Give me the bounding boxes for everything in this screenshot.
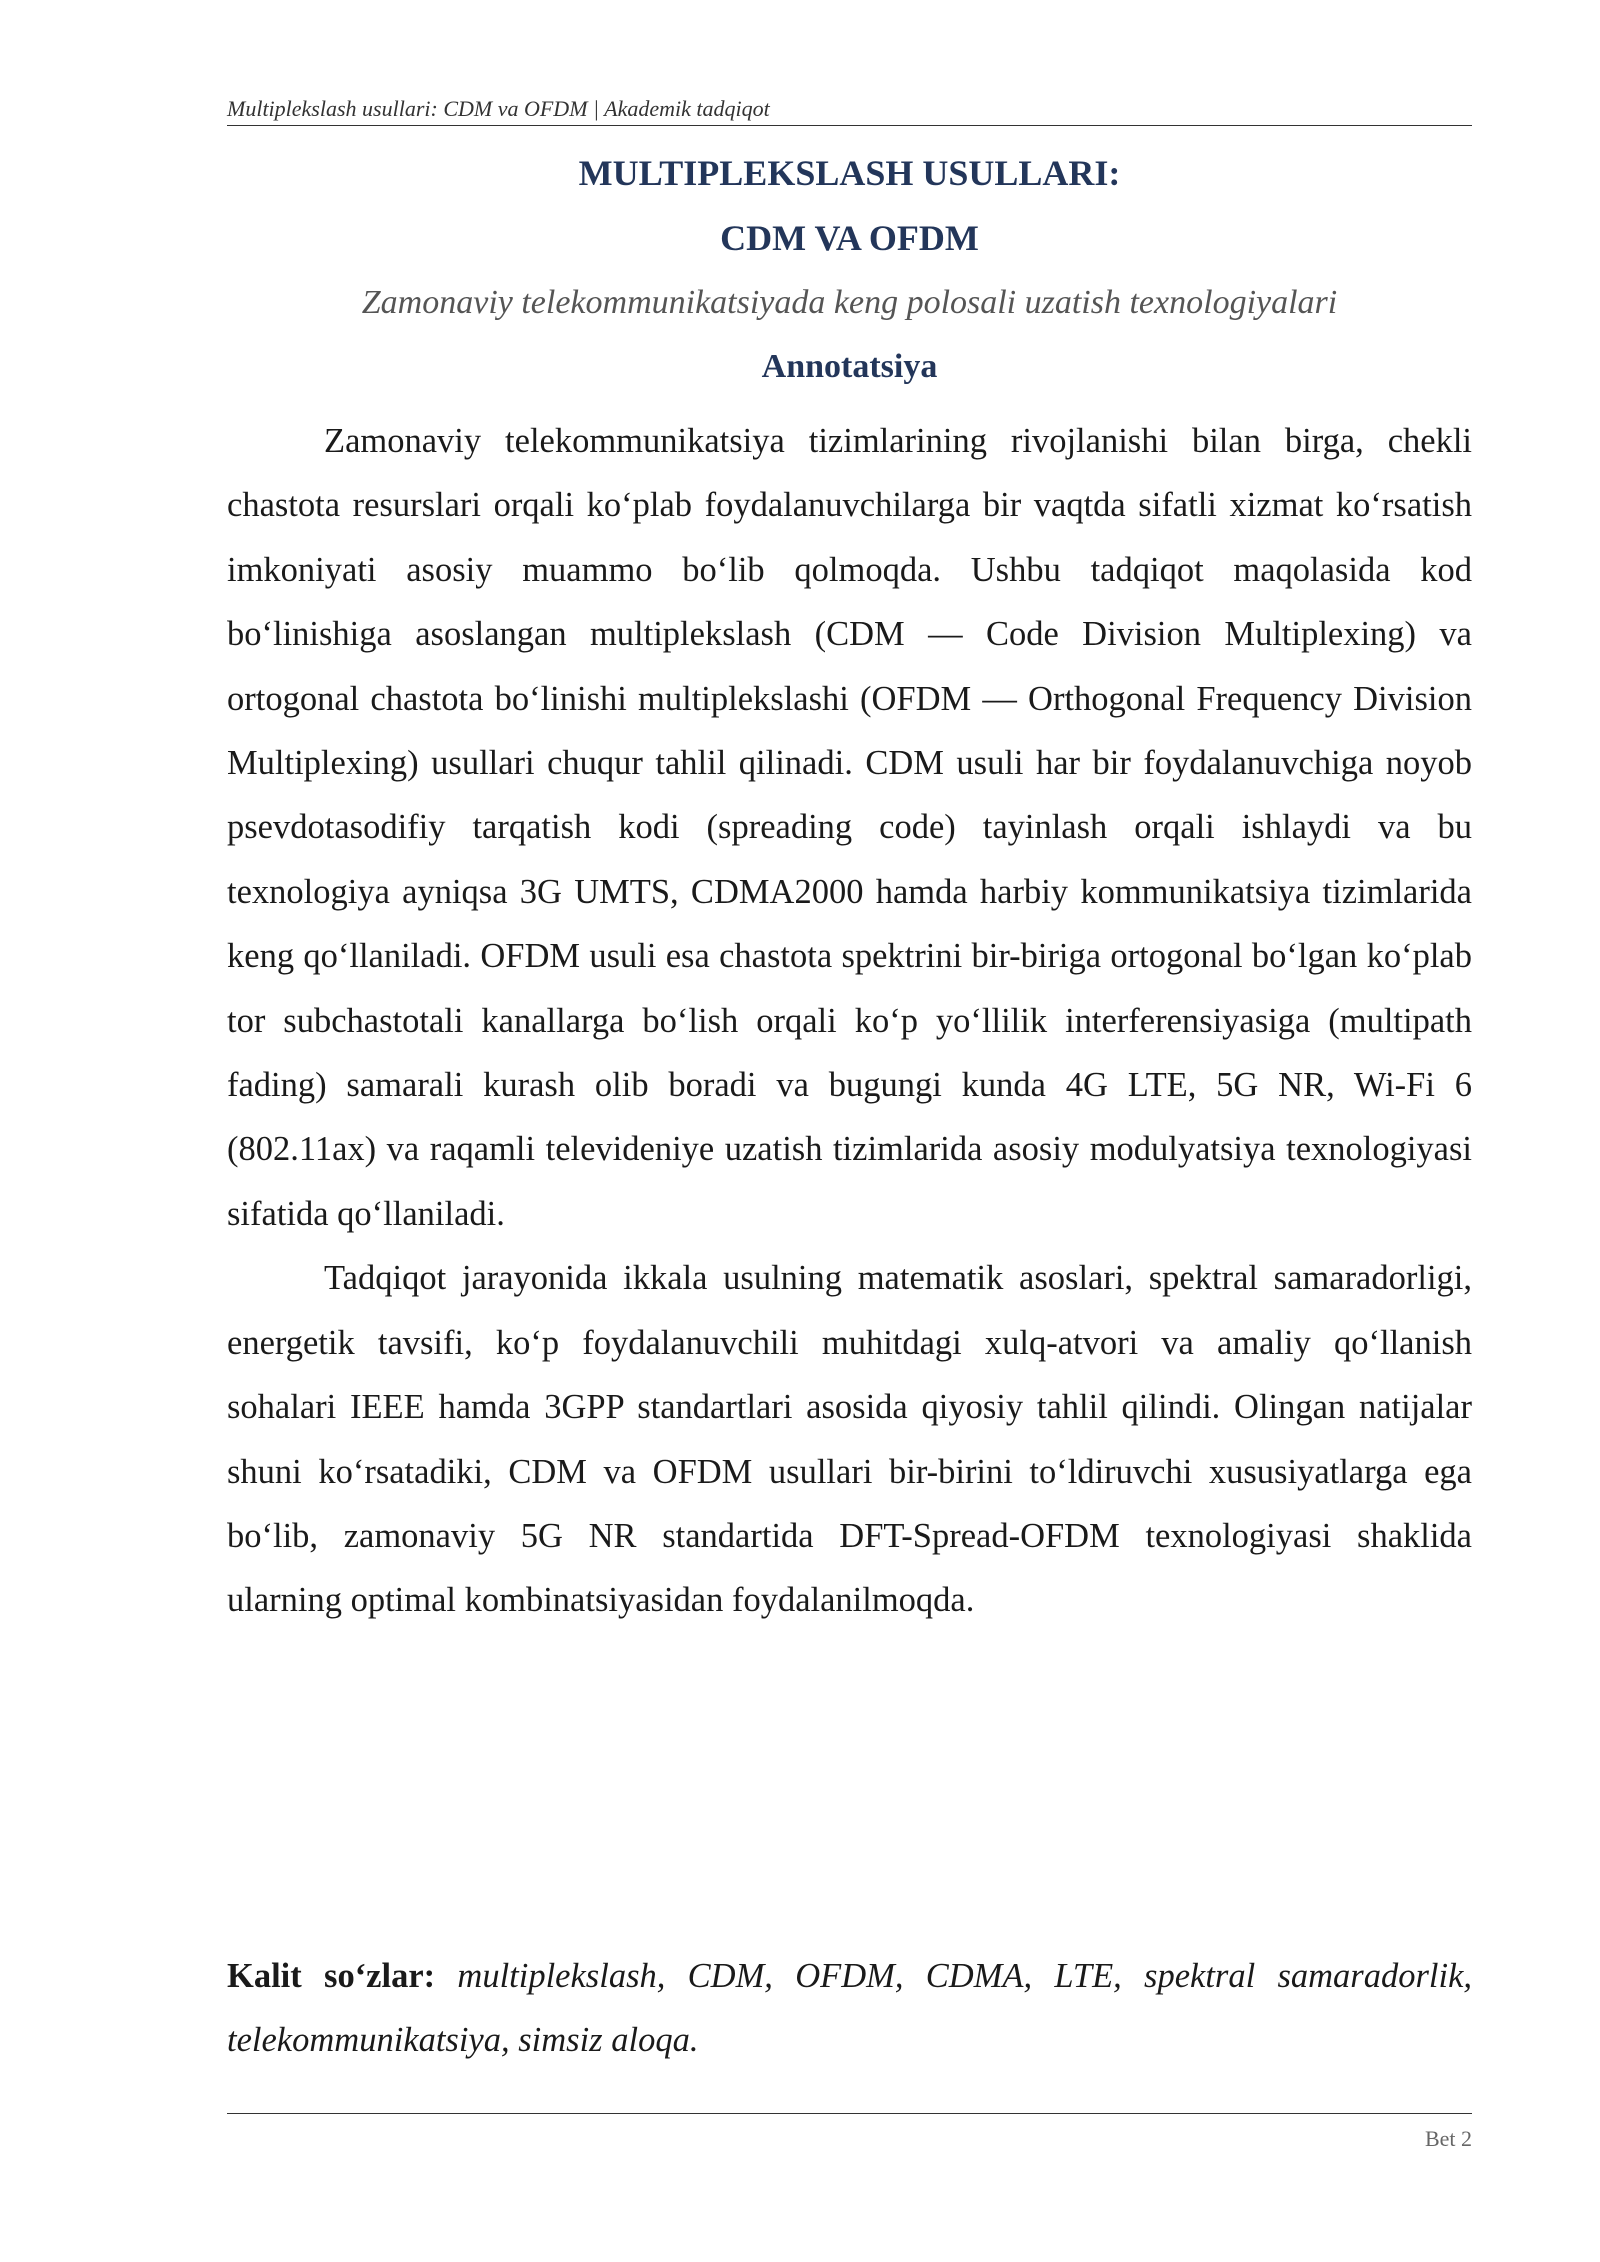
footer-divider [227,2113,1472,2114]
running-header: Multiplekslash usullari: CDM va OFDM | Akademik tadqiqot [227,96,770,121]
header-divider [227,125,1472,126]
document-subtitle: Zamonaviy telekommunikatsiyada keng polosali uzatish texnologiyalari [361,284,1338,321]
abstract-heading: Annotatsiya [761,348,938,385]
page-number: Bet 2 [1424,2126,1472,2151]
abstract-paragraph-1: Zamonaviy telekommunikatsiya tizimlarining rivojlanishi bilan birga, chekli chastota resurslari orqali ko‘plab foydalanuvchilarga bir vaqtda sifatli xizmat ko‘rsatish imkoniyati asosiy muammo bo‘lib qolmoqda. Ushbu tadqiqot maqolasida kod bo‘linishiga asoslangan multiplekslash (CDM — Code Division Multiplexing) va ortogonal chastota bo‘linishi multiplekslashi (OFDM — Orthogonal Frequency Division Multiplexing) usullari chuqur tahlil qilinadi. CDM usuli har bir foydalanuvchiga noyob psevdotasodifiy tarqatish kodi (spreading code) tayinlash orqali ishlaydi va bu texnologiya ayniqsa 3G UMTS, CDMA2000 hamda harbiy kommunikatsiya tizimlarida keng qo‘llaniladi. OFDM usuli esa chastota spektrini bir-biriga ortogonal bo‘lgan ko‘plab tor subchastotali kanallarga bo‘lish orqali ko‘p yo‘llilik interferensiyasiga (multipath fading) samarali kurash olib boradi va bugungi kunda 4G LTE, 5G NR, Wi-Fi 6 (802.11ax) va raqamli televideniye uzatish tizimlarida asosiy modulyatsiya texnologiyasi sifatida qo‘llaniladi. [227,422,1472,1233]
abstract-body [227,409,1472,1633]
keywords-list: multiplekslash, CDM, OFDM, CDMA, LTE, spektral samaradorlik, telekommunikatsiya, simsiz aloqa. [227,1957,1473,2059]
keywords-label: Kalit so‘zlar: [227,1957,436,1995]
document-title-line-1: MULTIPLEKSLASH USULLARI: [578,153,1121,193]
document-title-line-2: CDM VA OFDM [720,218,979,258]
abstract-paragraph-2: Tadqiqot jarayonida ikkala usulning matematik asoslari, spektral samaradorligi, energetik tavsifi, ko‘p foydalanuvchili muhitdagi xulq-atvori va amaliy qo‘llanish sohalari IEEE hamda 3GPP standartlari asosida qiyosiy tahlil qilindi. Olingan natijalar shuni ko‘rsatadiki, CDM va OFDM usullari bir-birini to‘ldiruvchi xususiyatlarga ega bo‘lib, zamonaviy 5G NR standartida DFT-Spread-OFDM texnologiyasi shaklida ularning optimal kombinatsiyasidan foydalanilmoqda. [227,1259,1472,1620]
keywords-block [227,1944,1472,2072]
